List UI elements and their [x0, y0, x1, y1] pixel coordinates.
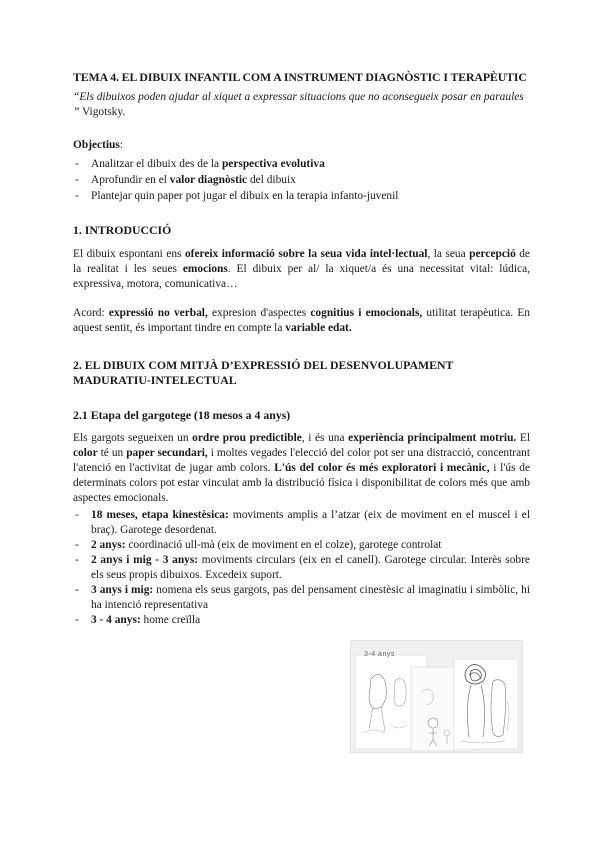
scribble-paragraph: Els gargots segueixen un ordre prou predictible, i és una experiència principalment motriu. El color té un paper secundari, i moltes vegades l'elecció del color pot ser una distracció, concentrant l'atenció en l'activitat de jugar amb colors. L'ús del color és més exploratori i mecànic, i l'ús de determinats colors pot estar vinculat amb la distribució física i disponibilitat de colors més que amb aspectes emocionals. [73, 432, 530, 504]
figure-caption-label: 3-4 anys [364, 651, 395, 658]
epigraph-quote [73, 90, 530, 120]
objectives-heading-line: Objectius: [73, 139, 123, 151]
list-item: - Analitzar el dibuix des de la perspectiva evolutiva [73, 156, 530, 172]
intro-paragraph: El dibuix espontani ens ofereix informació sobre la seua vida intel·lectual, la seua percepció de la realitat i les seues emocions. El dibuix per al/ la xiquet/a és una necessitat vital: lúdica, expressiva, motora, comunicativa… [73, 248, 530, 290]
list-item: - Plantejar quin paper pot jugar el dibuix en la terapia infanto-juvenil [73, 188, 530, 204]
subsection-heading-scribble: 2.1 Etapa del gargotege (18 mesos a 4 anys) [73, 408, 291, 422]
document-title: TEMA 4. EL DIBUIX INFANTIL COM A INSTRUMENT DIAGNÒSTIC I TERAPÈUTIC [73, 70, 527, 84]
list-item: - 3 anys i mig: nomena els seus gargots, pas del pensament cinestèsic al imaginatiu i simbòlic, hi ha intenció representativa [73, 583, 530, 613]
document-page [73, 70, 530, 628]
list-item: - 18 meses, etapa kinestèsica: moviments amplis a l’atzar (eix de moviment en el muscel i el braç). Garotege desordenat. [73, 508, 530, 538]
list-item: - Aprofundir en el valor diagnòstic del dibuix [73, 172, 530, 188]
quote-text: “Els dibuixos poden ajudar al xiquet a expressar situacions que no aconsegueix posar en paraules ” [73, 91, 524, 118]
section-heading-introduction: 1. INTRODUCCIÓ [73, 223, 172, 237]
objectives-heading: Objectius [73, 139, 120, 151]
section-heading-development: 2. EL DIBUIX COM MITJÀ D’EXPRESSIÓ DEL DESENVOLUPAMENT MADURATIU-INTELECTUAL [73, 358, 454, 387]
objectives-list [73, 156, 530, 204]
agreement-paragraph: Acord: expressió no verbal, expresion d'aspectes cognitius i emocionals, utilitat terapèutica. En aquest sentit, és important tindre en compte la variable edat. [73, 307, 531, 334]
list-item: - 2 anys: coordinació ull-mà (eix de moviment en el colze), garotege controlat [73, 538, 530, 553]
list-item: - 3 - 4 anys: home creïlla [73, 613, 321, 628]
stages-list [73, 508, 530, 628]
list-item: - 2 anys i mig - 3 anys: moviments circulars (eix en el canell). Garotege circular. Interès sobre els seus propis dibuixos. Excedeix suport. [73, 553, 530, 583]
children-drawings-figure [350, 640, 523, 753]
quote-author: Vigotsky. [79, 106, 126, 118]
